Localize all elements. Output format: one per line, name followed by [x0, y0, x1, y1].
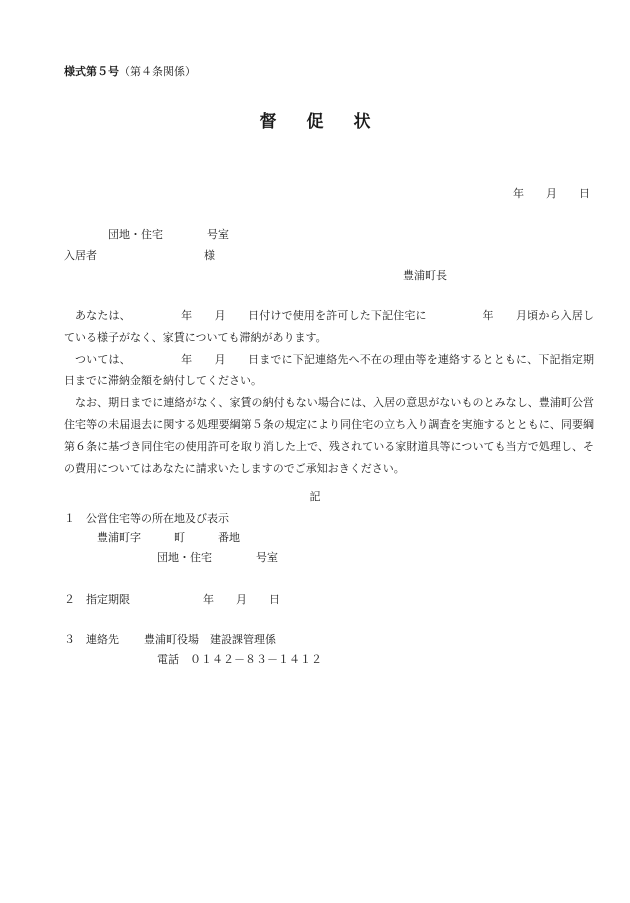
item-3-label: 連絡先	[86, 633, 119, 646]
body-paragraph-3: なお、期日までに連絡がなく、家賃の納付もない場合には、入居の意思がないものとみなし、豊浦町公営住宅等の未届退去に関する処理要綱第５条の規定により同住宅の立ち入り調査を実施するとともに、同要綱第６条に基づき同住宅の使用許可を取り消した上で、残されている家財道具等についても当方で処理し、その費用についてはあなたに請求いたしますのでご承知おきください。	[64, 396, 594, 475]
item-2-deadline: 年 月 日	[203, 593, 280, 606]
addressee-resident-label: 入居者	[64, 249, 97, 262]
form-number	[64, 66, 196, 77]
addressee-honorific: 様	[204, 249, 215, 262]
document-title: 督促状	[259, 112, 401, 132]
item-3-contact: 豊浦町役場 建設課管理係	[144, 633, 276, 646]
item-2-number: ２	[64, 593, 75, 606]
body-text	[64, 305, 594, 479]
item-2-label: 指定期限	[86, 593, 130, 606]
item-1-unit: 団地・住宅 号室	[157, 551, 278, 564]
form-reference: （第４条関係）	[119, 65, 196, 78]
item-1-label: 公営住宅等の所在地及び表示	[86, 512, 229, 525]
item-3-number: ３	[64, 633, 75, 646]
item-3-phone: 電話 ０１４２－８３－１４１２	[157, 653, 322, 666]
item-1-number: １	[64, 512, 75, 525]
issue-date: 年 月 日	[513, 187, 590, 200]
body-paragraph-2: ついては、 年 月 日までに下記連絡先へ不在の理由等を連絡するとともに、下記指定期日までに滞納金額を納付してください。	[64, 352, 594, 388]
sender-name: 豊浦町長	[403, 269, 447, 282]
body-paragraph-1: あなたは、 年 月 日付けで使用を許可した下記住宅に 年 月頃から入居している様子がなく、家賃についても滞納があります。	[64, 309, 594, 344]
addressee-unit: 団地・住宅 号室	[108, 228, 229, 241]
item-1-address: 豊浦町字 町 番地	[97, 531, 240, 544]
form-number-label: 様式第５号	[64, 65, 119, 78]
ki-heading: 記	[309, 490, 321, 503]
